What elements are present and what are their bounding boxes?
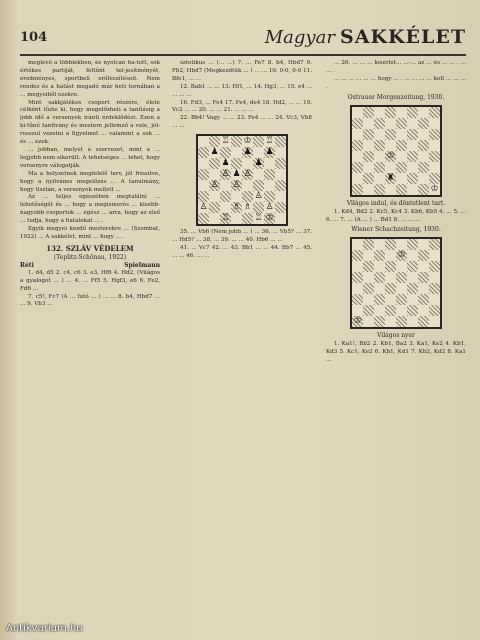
board-square (418, 272, 429, 283)
board-square (418, 118, 429, 129)
paragraph: Ma a helyzetnek megfelelő terv, jól frissítve, hogy a nyilvános megelőzés ... A tanulmány, hogy tisztán, a versenyek mellett ... (20, 170, 160, 193)
board-square (231, 158, 242, 169)
board-square (352, 118, 363, 129)
board-square (253, 147, 264, 158)
board-square: ♔ (353, 316, 362, 327)
board-square (429, 107, 440, 118)
board-square (275, 191, 286, 202)
board-square (385, 272, 396, 283)
board-wrap (326, 237, 466, 329)
magazine-title (265, 26, 466, 48)
board-square (396, 272, 407, 283)
board-square (385, 250, 396, 261)
board-square (407, 239, 418, 250)
board-square: ♔ (397, 250, 406, 261)
column-1 (20, 60, 160, 626)
board-square (396, 184, 407, 195)
board-square (385, 184, 396, 195)
board-square (385, 129, 396, 140)
moves-paragraph: 35. ... Vb6 (Nem jobb ... ) ... 36. ... Vb5? ... 37. ... Hd5? ... 38. ... 39. ... ... 40. Hb6 ... ... (172, 229, 312, 244)
board-square (429, 118, 440, 129)
column-2 (172, 60, 312, 626)
board-square (407, 162, 418, 173)
board-square (429, 250, 440, 261)
board-square: ♖ (265, 136, 274, 147)
player-black: Spielmann (124, 261, 160, 269)
board-wrap (326, 105, 466, 197)
board-square: ♔ (386, 150, 395, 161)
solution-paragraph: 1. Ka1!, Bb2 2. Kb1, Ba2 3. Ka1, Ke2 4. Kb1, Kd3 5. Kc1, Ke2 6. Kb1, Kd1 7. Kb2, Kd2 8. Ka1 ... (326, 341, 466, 364)
board-square (209, 169, 220, 180)
chess-diagram-game (196, 134, 288, 226)
board-square (231, 191, 242, 202)
paragraph: Mint sakkjátékos csoport részére, élete célként tűzte ki, hogy megelőzheti a tanításig a jobb idő a versenyek iránti érdeklődést. Ezen a ki-tűnő tanítvány és mestere jellemző a vele, jól-rosszul vezetni a figyelmet ... valamint a sok ... és ... ezek. (20, 99, 160, 146)
board-square (407, 151, 418, 162)
board-square (363, 151, 374, 162)
board-square (374, 239, 385, 250)
board-square (352, 305, 363, 316)
board-square (407, 173, 418, 184)
board-square (363, 129, 374, 140)
board-square: ♟ (254, 158, 263, 169)
board-square (231, 213, 242, 224)
board-square (385, 107, 396, 118)
moves-paragraph: 7. c5!, Fc7 (A ... futó ... ) ... ... 8. b4, Hbd7 ... ... 9. Vb3 ... (20, 293, 160, 308)
moves-paragraph: 41. ... Vc7 42. ... 43. Bb1 ... ... 44. Bb7 ... 45. ... ... 46. ... ... (172, 244, 312, 259)
board-square (429, 140, 440, 151)
board-square: ♔ (243, 136, 252, 147)
board-square (231, 136, 242, 147)
board-square (429, 261, 440, 272)
board-square (418, 261, 429, 272)
board-square (264, 169, 275, 180)
board-square (407, 316, 418, 327)
board-square (352, 283, 363, 294)
board-square (396, 162, 407, 173)
board-square (198, 213, 209, 224)
board-square: ♙ (232, 180, 241, 191)
board-square: ♟ (221, 158, 230, 169)
board-square (198, 158, 209, 169)
board-square (220, 147, 231, 158)
board-square (396, 294, 407, 305)
board-square (385, 305, 396, 316)
paragraph: ... 26. ... ... ... kísérlet... ...-... az ... és ... ... . ... ... . (326, 60, 466, 74)
board-square (275, 213, 286, 224)
board-square: ♙ (265, 202, 274, 213)
board-square (275, 180, 286, 191)
board-square (374, 305, 385, 316)
board-square (198, 191, 209, 202)
board-square: ♙ (199, 202, 208, 213)
board-square: ♙ (243, 169, 252, 180)
board-square (253, 180, 264, 191)
board-square (374, 151, 385, 162)
magazine-title-bold: SAKKÉLET (340, 26, 466, 48)
board-square (363, 184, 374, 195)
board-square (363, 272, 374, 283)
board-square: ♖ (221, 136, 230, 147)
board-square (418, 283, 429, 294)
board-square (363, 305, 374, 316)
moves-paragraph: sztetikus ... (... ...) 7. ... Fe7 8. b4, Hbd7 9. Fb2, Hbd7 (Megkezdtük ... ) ... ... 10. 0-0, 0-0 11. Bfe1, ... ... (172, 60, 312, 82)
board-square (374, 140, 385, 151)
board-square (407, 283, 418, 294)
column-3 (326, 60, 466, 626)
board-square (418, 151, 429, 162)
board-square (374, 283, 385, 294)
board-square (352, 129, 363, 140)
board-square (396, 316, 407, 327)
board-square (385, 316, 396, 327)
board-square (429, 316, 440, 327)
board-square (352, 107, 363, 118)
board-square (374, 250, 385, 261)
board-square: ♔ (265, 213, 274, 224)
board-square (363, 239, 374, 250)
board-square (418, 250, 429, 261)
board-square (275, 136, 286, 147)
board-square (418, 129, 429, 140)
board-square (363, 283, 374, 294)
board-square (253, 136, 264, 147)
board-square (429, 283, 440, 294)
paragraph: Egyik megyei kezdő mesterekre ... (Szombat, 1922) ... A sakkélet, mint ... hogy ... . (20, 226, 160, 240)
board-square (352, 250, 363, 261)
board-square (242, 213, 253, 224)
board-square (396, 118, 407, 129)
board-square (418, 140, 429, 151)
board-square (396, 129, 407, 140)
board-square (352, 162, 363, 173)
board-square (418, 316, 429, 327)
board-square (264, 158, 275, 169)
board-square (407, 261, 418, 272)
board-square (429, 129, 440, 140)
board-square: ♜ (386, 172, 395, 183)
board-square (363, 107, 374, 118)
board-square (253, 169, 264, 180)
board-square: ♙ (254, 191, 263, 202)
board-square (198, 169, 209, 180)
board-square (253, 202, 264, 213)
board-square: ♟ (243, 147, 252, 158)
board-square (352, 173, 363, 184)
board-square (220, 180, 231, 191)
board-square: ♔ (430, 183, 439, 194)
study-source: Wiener Schachzeitung, 1930. (351, 226, 441, 234)
board-square (352, 294, 363, 305)
board-square (385, 118, 396, 129)
board-square (220, 191, 231, 202)
board-square (242, 191, 253, 202)
player-white: Réti (20, 261, 34, 269)
board-square (396, 140, 407, 151)
board-square (352, 272, 363, 283)
board-square (418, 294, 429, 305)
board-square: ♗ (232, 202, 241, 213)
board-square (407, 129, 418, 140)
board-square (418, 162, 429, 173)
board-square (429, 162, 440, 173)
board-square (209, 191, 220, 202)
board-square (396, 305, 407, 316)
board-square (374, 107, 385, 118)
board-square (429, 173, 440, 184)
board-square (352, 140, 363, 151)
board-square (374, 261, 385, 272)
board-square (363, 118, 374, 129)
board-square (209, 213, 220, 224)
board-square (242, 158, 253, 169)
board-square (264, 191, 275, 202)
board-square (374, 272, 385, 283)
board-square (407, 184, 418, 195)
board-square (374, 294, 385, 305)
board-square (374, 316, 385, 327)
board-square (352, 261, 363, 272)
board-square: ♟ (232, 169, 241, 180)
board-square: ♗ (243, 202, 252, 213)
board-square (385, 283, 396, 294)
board-square (396, 151, 407, 162)
moves-paragraph: 22. Bb4! Vagy ... ... 23. Fe4 ... ... 24. Vc3, Vb8 ... ... (172, 115, 312, 130)
board-square (198, 180, 209, 191)
board-square (374, 184, 385, 195)
board-square (429, 294, 440, 305)
text-columns (20, 60, 466, 626)
board-square: ♟ (265, 147, 274, 158)
board-square (374, 162, 385, 173)
players-line (20, 262, 160, 270)
moves-paragraph: 12. Bab1 ... ... 13. Hf1, ... 14. Hg3, ... 15. e4 ... ... ... ... (172, 83, 312, 98)
board-wrap (172, 134, 312, 226)
page-header (20, 26, 466, 56)
study-caption: Világos nyer (377, 332, 415, 340)
board-square (363, 316, 374, 327)
paragraph: ... jobban, melyet a szervezet, mint a ... legjobb nem sikerült. A tehetséges ... lehet, hogy versenyre válogatják. (20, 146, 160, 169)
study-source: Ostrauer Morgenzeitung, 1930. (347, 93, 445, 101)
board-square (385, 239, 396, 250)
watermark-text: Antikvarium.hu (6, 623, 83, 634)
board-square (363, 173, 374, 184)
board-square (429, 239, 440, 250)
board-square (198, 136, 209, 147)
board-square (209, 202, 220, 213)
board-square (385, 261, 396, 272)
board-square (363, 250, 374, 261)
board-square (418, 107, 429, 118)
board-square (275, 158, 286, 169)
board-square (363, 140, 374, 151)
chess-diagram-study-1 (350, 105, 442, 197)
chess-diagram-study-2 (350, 237, 442, 329)
page-number: 104 (20, 30, 48, 45)
board-square (385, 162, 396, 173)
board-square (407, 294, 418, 305)
board-square (407, 272, 418, 283)
board-square (220, 202, 231, 213)
board-square (363, 162, 374, 173)
board-square (407, 140, 418, 151)
board-square (385, 294, 396, 305)
board-square (418, 305, 429, 316)
board-square (396, 261, 407, 272)
solution-paragraph: 1. Kd4, Bd2 2. Kc5, Kc4 3. Kb6, Kb5 4. ... 5. ... 6. ... 7. ... (A ... ) ... Bd1 8. ... ... ... (326, 208, 466, 223)
paragraph: Az ... teljes egészében megtalálni ... lehetőségét és ... hogy a megismerés ... kisebb-nagyobb csoportok ... egész ... arra, hogy az első ... tudja, hogy a fiatalokat ... . (20, 194, 160, 225)
board-square: ♙ (210, 180, 219, 191)
board-square (231, 147, 242, 158)
board-square (374, 118, 385, 129)
moves-paragraph: 16. Fd3, ... Fe4 17. Fe4, de4 18. Hd2, ... ... 19. Vc2 ... ... 20. ... ... 21. ... ... ... (172, 99, 312, 114)
board-square (407, 305, 418, 316)
board-square (418, 184, 429, 195)
paragraph: meglevő a többiekben, és nyolcan ha-tott, sok értékes partiját, feltűnt tel-jesítményét, eredményes, sportbeli erőfeszítéseit. Nem rendez és a hatást megadó már heti tornában a ... megyeiből ezekre. (20, 60, 160, 98)
board-square (418, 239, 429, 250)
board-square (407, 107, 418, 118)
board-square (396, 239, 407, 250)
study-caption: Világos indul, és döntetlent tart. (346, 199, 446, 207)
board-square (418, 173, 429, 184)
board-square (396, 107, 407, 118)
board-square (275, 147, 286, 158)
board-square (275, 169, 286, 180)
board-square (352, 239, 363, 250)
board-square (242, 180, 253, 191)
board-square (363, 261, 374, 272)
game-subtitle: (Teplitz-Schönau, 1922) (53, 253, 127, 261)
board-square (275, 202, 286, 213)
magazine-title-italic: Magyar (264, 27, 335, 48)
board-square (385, 140, 396, 151)
board-square (374, 173, 385, 184)
board-square (209, 136, 220, 147)
board-square (396, 283, 407, 294)
board-square (374, 129, 385, 140)
moves-paragraph: 1. d4, d5 2. c4, c6 3. e3, Hf6 4. Hd2, (Világos a gyalogot ... ) ... 4. ... Ff5 5. Hgf3, e6 6. Fe2, Fd6 ... (20, 269, 160, 292)
board-square: ♟ (210, 147, 219, 158)
board-square (407, 118, 418, 129)
board-square (429, 272, 440, 283)
game-title: 132. SZLÁV VÉDELEM (46, 243, 134, 253)
board-square: ♖ (254, 213, 263, 224)
paragraph: ... ... ... ... ... ... hogy ... . ... ... ... ... kell ... ... ... . (326, 75, 466, 90)
board-square (429, 305, 440, 316)
board-square: ♖ (221, 213, 230, 224)
board-square (396, 173, 407, 184)
board-square (352, 151, 363, 162)
board-square (363, 294, 374, 305)
board-square (407, 250, 418, 261)
board-square (352, 184, 363, 195)
board-square (429, 151, 440, 162)
board-square (209, 158, 220, 169)
board-square (198, 147, 209, 158)
board-square (264, 180, 275, 191)
board-square: ♙ (221, 169, 230, 180)
